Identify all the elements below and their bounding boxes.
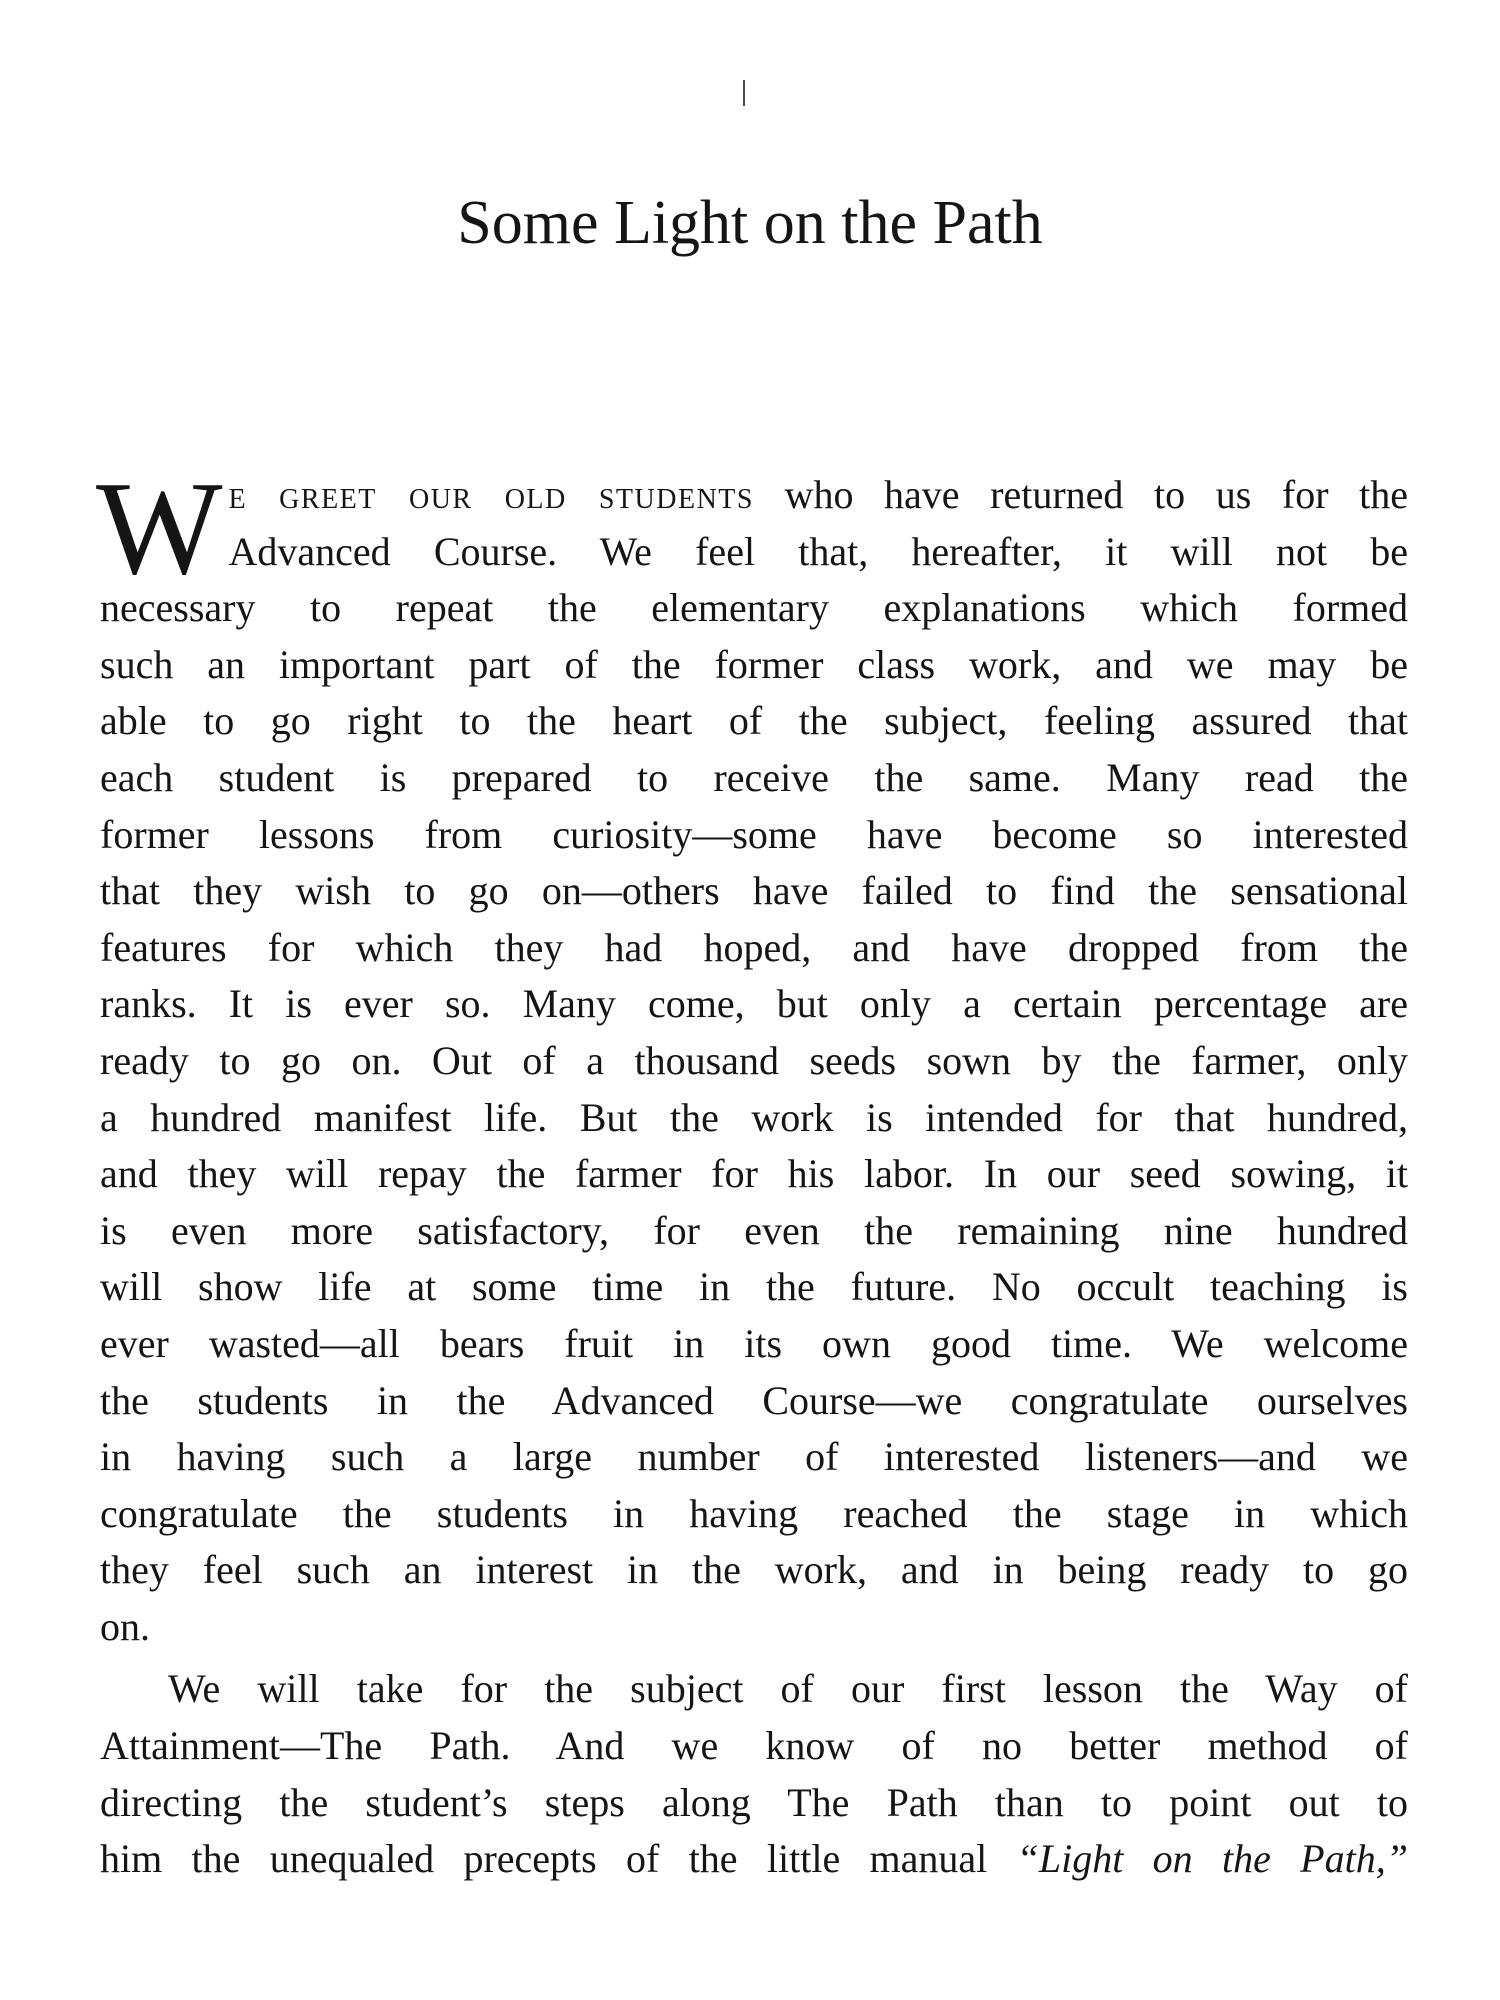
paragraph-1 bbox=[96, 454, 1408, 1655]
paragraph-line: We will take for the subject of our first lesson the Way of bbox=[168, 1666, 1408, 1712]
paragraph-line: congratulate the students in having reached the stage in which bbox=[100, 1490, 1408, 1536]
paragraph-line: able to go right to the heart of the subject, feeling assured that bbox=[100, 698, 1408, 744]
paragraph-line: and they will repay the farmer for his labor. In our seed sowing, it bbox=[100, 1151, 1408, 1197]
paragraph-line: directing the student’s steps along The Path than to point out to bbox=[100, 1779, 1408, 1825]
paragraph-line: former lessons from curiosity—some have become so interested bbox=[100, 811, 1408, 857]
paragraph-line: they feel such an interest in the work, and in being ready to go bbox=[100, 1547, 1408, 1593]
paragraph-line: the students in the Advanced Course—we congratulate ourselves bbox=[100, 1377, 1408, 1423]
paragraph-line: on. bbox=[100, 1603, 150, 1649]
paragraph-line: Attainment—The Path. And we know of no better method of bbox=[100, 1723, 1408, 1769]
paragraph-line: each student is prepared to receive the same. Many read the bbox=[100, 754, 1408, 800]
drop-cap: W bbox=[96, 454, 223, 602]
paragraph-line: ever wasted—all bears fruit in its own good time. We welcome bbox=[100, 1320, 1408, 1366]
paragraph-line: such an important part of the former class work, and we may be bbox=[100, 641, 1408, 687]
paragraph-line: will show life at some time in the future. No occult teaching is bbox=[100, 1264, 1408, 1310]
paragraph-line: that they wish to go on—others have failed to find the sensational bbox=[100, 868, 1408, 914]
paragraph-line: necessary to repeat the elementary explanations which formed bbox=[100, 585, 1408, 631]
paragraph-line: ready to go on. Out of a thousand seeds sown by the farmer, only bbox=[100, 1037, 1408, 1083]
page-mark bbox=[743, 80, 745, 106]
paragraph-line: in having such a large number of interested listeners—and we bbox=[100, 1434, 1408, 1480]
paragraph-line: ranks. It is ever so. Many come, but only a certain percentage are bbox=[100, 981, 1408, 1027]
paragraph-line: is even more satisfactory, for even the remaining nine hundred bbox=[100, 1207, 1408, 1253]
paragraph-2 bbox=[100, 1661, 1408, 1887]
paragraph-line: e greet our old students who have returned to us for the bbox=[228, 472, 1408, 517]
paragraph-line: a hundred manifest life. But the work is intended for that hundred, bbox=[100, 1094, 1408, 1140]
paragraph-line: features for which they had hoped, and have dropped from the bbox=[100, 924, 1408, 970]
body-text bbox=[96, 454, 1408, 1888]
paragraph-line: Advanced Course. We feel that, hereafter, it will not be bbox=[228, 528, 1408, 574]
paragraph-line: him the unequaled precepts of the little manual “Light on the Path,” bbox=[100, 1836, 1408, 1882]
book-title-italic: “Light on the Path,” bbox=[1016, 1836, 1408, 1882]
small-caps-opening: e greet our old students bbox=[228, 472, 754, 517]
chapter-title: Some Light on the Path bbox=[457, 189, 1043, 257]
